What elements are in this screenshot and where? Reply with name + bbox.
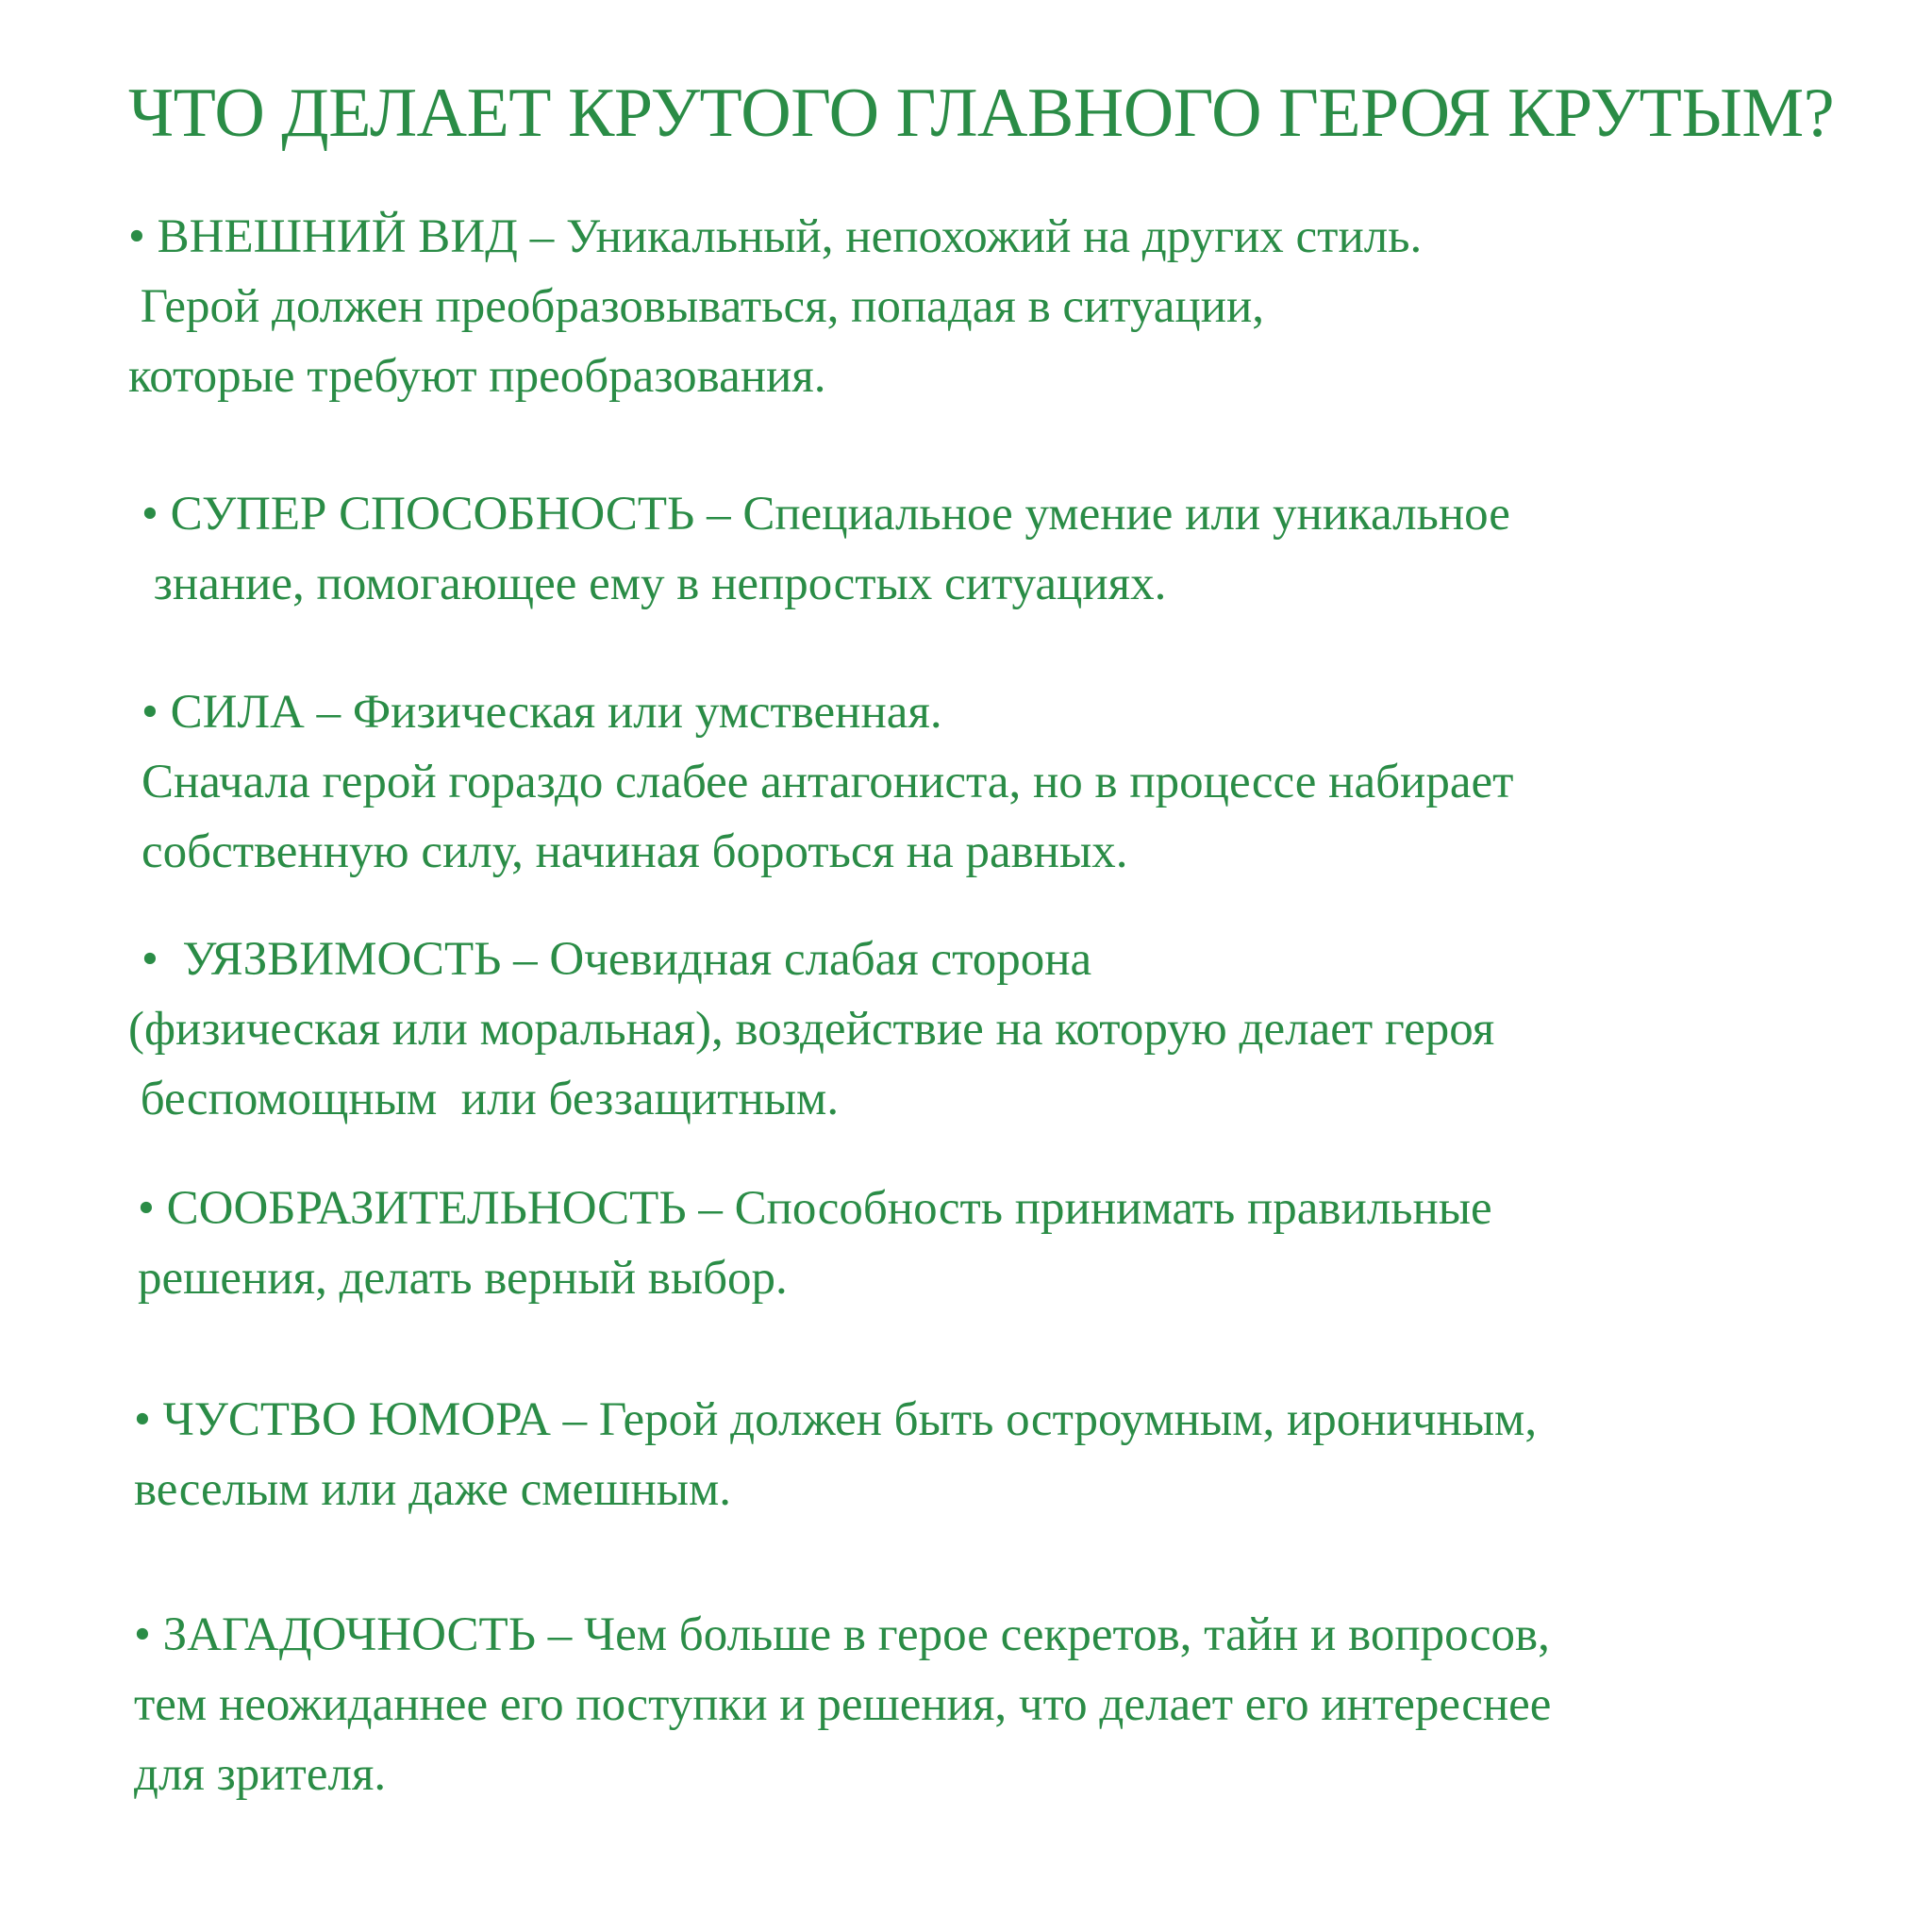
item-line: (физическая или моральная), воздействие на которую делает героя: [128, 1003, 1495, 1056]
bullet: •: [134, 1608, 163, 1661]
page-title: ЧТО ДЕЛАЕТ КРУТОГО ГЛАВНОГО ГЕРОЯ КРУТЫМ?: [128, 75, 1835, 152]
item-first-line: [128, 202, 1422, 272]
list-item-superpower: [142, 479, 1510, 619]
item-term: ЗАГАДОЧНОСТЬ: [162, 1608, 536, 1661]
item-line: беспомощным или беззащитным.: [128, 1073, 840, 1125]
item-description: – Очевидная слабая сторона: [501, 933, 1092, 986]
item-line: веселым или даже смешным.: [134, 1463, 732, 1516]
item-term: СИЛА: [170, 686, 305, 739]
item-description: – Уникальный, непохожий на других стиль.: [517, 210, 1423, 263]
bullet: •: [142, 488, 171, 541]
list-item-strength: [142, 677, 1513, 887]
item-first-line: [128, 924, 1494, 994]
item-description: – Чем больше в герое секретов, тайн и вопросов,: [535, 1608, 1550, 1661]
item-description: – Герой должен быть остроумным, ироничным,: [550, 1393, 1538, 1446]
item-first-line: [138, 1174, 1492, 1243]
bullet: •: [142, 686, 171, 739]
item-line: решения, делать верный выбор.: [138, 1252, 788, 1305]
item-line: Герой должен преобразовываться, попадая в ситуации,: [128, 280, 1265, 333]
bullet: •: [134, 1393, 163, 1446]
item-description: – Способность принимать правильные: [686, 1182, 1492, 1235]
item-description: – Специальное умение или уникальное: [694, 488, 1510, 541]
item-first-line: [134, 1600, 1551, 1670]
item-term: ВНЕШНИЙ ВИД: [157, 210, 518, 263]
item-term: СООБРАЗИТЕЛЬНОСТЬ: [166, 1182, 687, 1235]
item-line: Сначала герой гораздо слабее антагониста, но в процессе набирает: [142, 756, 1514, 808]
bullet: •: [142, 933, 183, 986]
list-item-mystery: [134, 1600, 1551, 1809]
item-first-line: [134, 1385, 1537, 1455]
item-line: собственную силу, начиная бороться на равных.: [142, 825, 1128, 878]
bullet: •: [128, 210, 158, 263]
list-item-humor: [134, 1385, 1537, 1524]
list-item-ingenuity: [138, 1174, 1492, 1313]
item-term: УЯЗВИМОСТЬ: [182, 933, 502, 986]
item-first-line: [142, 479, 1510, 549]
item-first-line: [142, 677, 1513, 747]
item-line: которые требуют преобразования.: [128, 350, 826, 403]
item-description: – Физическая или умственная.: [304, 686, 942, 739]
list-item-appearance: [128, 202, 1422, 411]
item-line: для зрителя.: [134, 1748, 387, 1801]
item-line: тем неожиданнее его поступки и решения, что делает его интереснее: [134, 1678, 1552, 1731]
item-term: СУПЕР СПОСОБНОСТЬ: [170, 488, 695, 541]
item-term: ЧУСТВО ЮМОРА: [162, 1393, 551, 1446]
list-item-vulnerability: [128, 924, 1494, 1134]
item-line: знание, помогающее ему в непростых ситуациях.: [142, 558, 1167, 610]
bullet: •: [138, 1182, 167, 1235]
